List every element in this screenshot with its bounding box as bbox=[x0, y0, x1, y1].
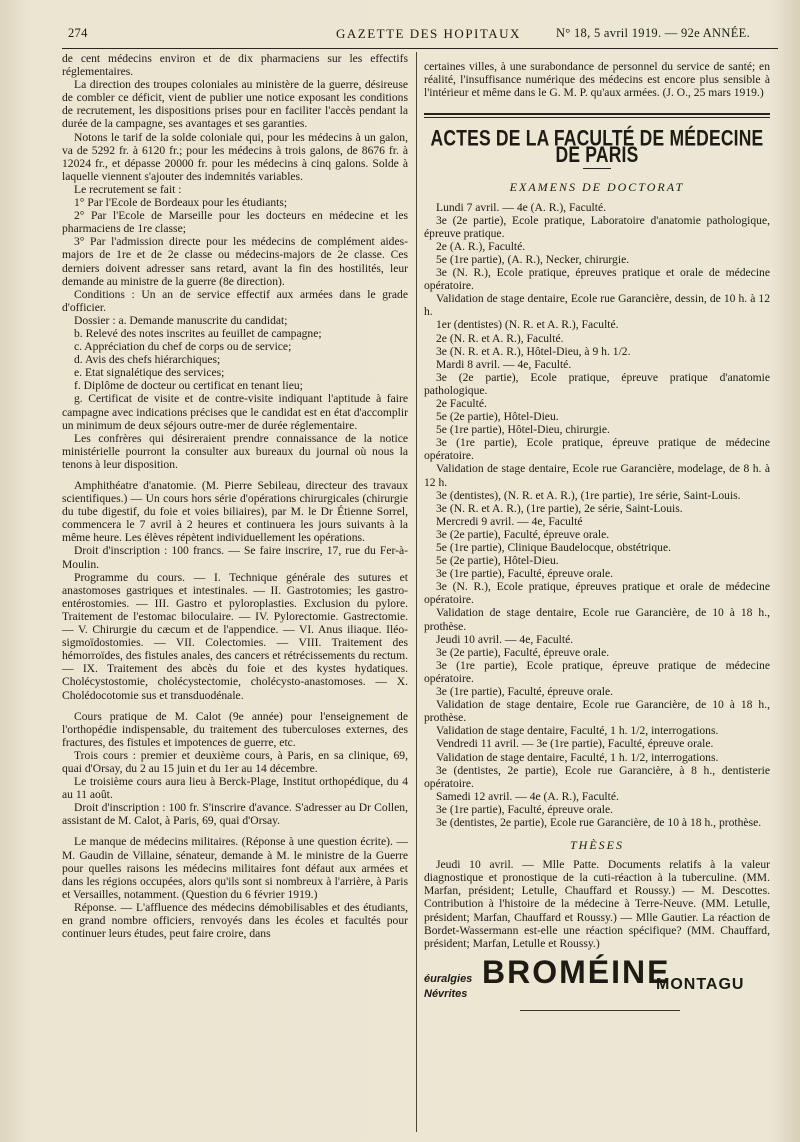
paragraph: Les confrères qui désireraient prendre connaissance de la notice ministérielle pourront la consulter aux bureaux du journal où nous la tenons à leur disposition. bbox=[62, 431, 408, 471]
exam-line: Vendredi 11 avril. — 3e (1re partie), Faculté, épreuve orale. bbox=[436, 737, 714, 751]
exam-line: 3e (1re partie), Ecole pratique, épreuve pratique de médecine opératoire. bbox=[424, 658, 770, 685]
section-rule bbox=[424, 113, 770, 118]
exam-line: 5e (1re partie), Hôtel-Dieu, chirurgie. bbox=[436, 423, 610, 437]
paragraph: certaines villes, à une surabondance de personnel du service de santé; en réalité, l'insuffisance numérique des médecins est encore plus sensible à l'intérieur et même dans le G. M. P. qu'aux armées. (J. O., 25 mars 1919.) bbox=[424, 60, 770, 100]
exam-line: 3e (2e partie), Faculté, épreuve orale. bbox=[436, 527, 610, 541]
exam-line: 3e (2e partie), Ecole pratique, Laboratoire d'anatomie pathologique, épreuve pratique. bbox=[424, 213, 770, 240]
page-header bbox=[68, 24, 780, 44]
ad-line-2: Névrites bbox=[424, 987, 468, 1000]
list-item: 2° Par l'Ecole de Marseille pour les docteurs en médecine et les pharmaciens de 1re classe; bbox=[62, 209, 408, 236]
exam-line: Mardi 8 avril. — 4e, Faculté. bbox=[436, 357, 572, 371]
exam-line: Jeudi 10 avril. — 4e, Faculté. bbox=[436, 632, 574, 646]
theses-paragraph: Jeudi 10 avril. — Mlle Patte. Documents relatifs à la valeur diagnostique et pronostique de la cuti-réaction à la tuberculine. (MM. Marfan, président; Letulle, Chauffard et Roussy.) — M. Descottes. Contribution à l'histoire de la médecine à Terre-Neuve. (MM. Letulle, président; Marfan, Chauffard et Roussy.) — Mlle Gautier. La réaction de Bordet-Wassermann est-elle une réaction spécifique? (MM. Chauffard, président; Marfan, Letulle et Roussy.) bbox=[424, 858, 770, 950]
exam-heading: EXAMENS DE DOCTORAT bbox=[509, 180, 685, 195]
header-rule bbox=[62, 48, 778, 49]
exam-line: Validation de stage dentaire, Ecole rue Garancière, de 10 à 18 h., prothèse. bbox=[424, 698, 770, 725]
advertisement bbox=[424, 953, 770, 1016]
exam-line: 3e (2e partie), Faculté, épreuve orale. bbox=[436, 645, 610, 659]
list-item: 1° Par l'Ecole de Bordeaux pour les étudiants; bbox=[74, 196, 288, 210]
journal-title: GAZETTE DES HOPITAUX bbox=[336, 26, 521, 41]
ad-line-1: éuralgies bbox=[424, 972, 473, 985]
exam-line: 3e (1re partie), Faculté, épreuve orale. bbox=[436, 567, 614, 581]
exam-line: Validation de stage dentaire, Faculté, 1 h. 1/2, interrogations. bbox=[436, 724, 719, 738]
list-item: b. Relevé des notes inscrites au feuillet de campagne; bbox=[74, 326, 322, 340]
exam-line: 5e (2e partie), Hôtel-Dieu. bbox=[436, 410, 559, 424]
exam-line: Validation de stage dentaire, Ecole rue Garancière, de 10 à 18 h., prothèse. bbox=[424, 606, 770, 633]
exam-line: 3e (N. R. et A. R.), Hôtel-Dieu, à 9 h. 1/2. bbox=[436, 344, 631, 358]
paragraph: Droit d'inscription : 100 francs. — Se faire inscrire, 17, rue du Fer-à-Moulin. bbox=[62, 544, 408, 571]
notice-medecins-militaires: Le manque de médecins militaires. (Réponse à une question écrite). — M. Gaudin de Villaine, sénateur, demande à M. le ministre de la Guerre pour quelles raisons les médecins militaires font défaut aux armées et dans les régions occupées, alors qu'ils sont si nombreux à l'arrière, à Paris et Versailles, notamment. (Question du 6 février 1919.) bbox=[62, 835, 408, 901]
exam-line: 3e (N. R.), Ecole pratique, épreuves pratique et orale de médecine opératoire. bbox=[424, 266, 770, 293]
column-divider bbox=[416, 52, 417, 1132]
list-item: d. Avis des chefs hiérarchiques; bbox=[74, 353, 221, 367]
notice-anatomie: Amphithéatre d'anatomie. (M. Pierre Sebileau, directeur des travaux scientifiques.) — Un cours hors série d'opérations chirurgicales (chirurgie du tube digestif, du foie et voies biliaires), par M. le Dr Étienne Sorrel, commencera le 7 avril à 2 heures et continuera les jours suivants à la même heure. Les élèves répètent individuellement les opérations. bbox=[62, 479, 408, 545]
issue-date: N° 18, 5 avril 1919. — 92e ANNÉE. bbox=[555, 26, 750, 40]
exam-line: 3e (N. R.), Ecole pratique, épreuves pratique et orale de médecine opératoire. bbox=[424, 580, 770, 607]
exam-line: 3e (dentistes, 2e partie), Ecole rue Garancière, à 8 h., dentisterie opératoire. bbox=[424, 763, 770, 790]
list-item: g. Certificat de visite et de contre-visite indiquant l'aptitude à faire campagne avec indications précises que le candidat est en état d'accomplir un minimum de deux séjours outre-mer de durée réglementaire. bbox=[62, 392, 408, 432]
exam-line: 1er (dentistes) (N. R. et A. R.), Faculté. bbox=[436, 318, 619, 332]
exam-line: 2e (A. R.), Faculté. bbox=[436, 239, 526, 253]
exam-line: 2e (N. R. et A. R.), Faculté. bbox=[436, 331, 564, 345]
exam-line: 5e (1re partie), Clinique Baudelocque, obstétrique. bbox=[436, 541, 672, 554]
exam-line: 5e (2e partie), Hôtel-Dieu. bbox=[436, 554, 559, 568]
list-item: Dossier : a. Demande manuscrite du candidat; bbox=[74, 313, 288, 327]
page-number: 274 bbox=[68, 26, 88, 40]
list-item: c. Appréciation du chef de corps ou de service; bbox=[74, 340, 292, 354]
left-column bbox=[62, 52, 408, 940]
exam-line: Validation de stage dentaire, Ecole rue Garancière, modelage, de 8 h. à 12 h. bbox=[424, 462, 770, 489]
ad-ornament-rule bbox=[520, 1010, 680, 1011]
paragraph: Conditions : Un an de service effectif aux armées dans le grade d'officier. bbox=[62, 287, 408, 314]
theses-heading: THÈSES bbox=[570, 838, 624, 853]
exam-line: 5e (1re partie), (A. R.), Necker, chirurgie. bbox=[436, 252, 630, 266]
exam-line: 3e (dentistes, 2e partie), Ecole rue Garancière, de 10 à 18 h., prothèse. bbox=[436, 815, 762, 829]
exam-line: 3e (1re partie), Faculté, épreuve orale. bbox=[436, 685, 614, 699]
paragraph: Le troisième cours aura lieu à Berck-Plage, Institut orthopédique, du 4 au 11 août. bbox=[62, 775, 408, 802]
exam-line: 2e Faculté. bbox=[436, 396, 487, 410]
list-item: f. Diplôme de docteur ou certificat en tenant lieu; bbox=[74, 379, 303, 393]
list-item: e. Etat signalétique des services; bbox=[74, 366, 225, 380]
exam-line: Lundi 7 avril. — 4e (A. R.), Faculté. bbox=[436, 200, 607, 214]
paragraph: Programme du cours. — I. Technique générale des sutures et anastomoses gastriques et intestinales. — II. Gastrotomies; les gastro-entérostomies. — III. Gastro et pyloroplasties. Exclusion du pylore. Traitement de l'estomac biloculaire. — IV. Pylorectomie. Gastrectomie. — V. Chirurgie du cæcum et de l'appendice. — VI. Anus iliaque. Iléo-sigmoïdostomies. — VII. Colectomies. — VIII. Traitement des hémorroïdes, des fistules anales, des cancers et rétrécissements du rectum. — IX. Traitement des abcès du foie et des kystes hydatiques. Cholécystostomie, cholécystectomie, cholécysto-anastomoses. — X. Cholédocotomie sus et transduodénale. bbox=[62, 570, 408, 702]
exam-line: Samedi 12 avril. — 4e (A. R.), Faculté. bbox=[436, 789, 619, 803]
exam-line: 3e (dentistes), (N. R. et A. R.), (1re partie), 1re série, Saint-Louis. bbox=[436, 488, 741, 502]
notice-calot: Cours pratique de M. Calot (9e année) pour l'enseignement de l'orthopédie indispensable, du traitement des tuberculoses externes, des fractures, des fistules et impotences de guerre, etc. bbox=[62, 709, 408, 749]
paragraph: Le recrutement se fait : bbox=[74, 182, 182, 196]
paragraph: de cent médecins environ et de dix pharmaciens sur les effectifs réglementaires. bbox=[62, 52, 408, 79]
exam-line: Validation de stage dentaire, Ecole rue Garancière, dessin, de 10 h. à 12 h. bbox=[424, 292, 770, 319]
ad-brand: MONTAGU bbox=[656, 975, 745, 993]
ad-product: BROMÉINE bbox=[482, 953, 671, 990]
paragraph: Trois cours : premier et deuxième cours, à Paris, en sa clinique, 69, quai d'Orsay, du 2 au 15 juin et du 1er au 14 décembre. bbox=[62, 748, 408, 775]
exam-line: 3e (1re partie), Ecole pratique, épreuve pratique de médecine opératoire. bbox=[424, 436, 770, 463]
exam-line: Validation de stage dentaire, Faculté, 1 h. 1/2, interrogations. bbox=[436, 750, 719, 764]
paragraph: Droit d'inscription : 100 fr. S'inscrire d'avance. S'adresser au Dr Collen, assistant de M. Calot, à Paris, 69, quai d'Orsay. bbox=[62, 801, 408, 828]
short-rule bbox=[583, 168, 611, 169]
ad-indications bbox=[424, 972, 472, 1002]
exam-line: Mercredi 9 avril. — 4e, Faculté bbox=[436, 514, 583, 528]
section-title: ACTES DE LA FACULTÉ DE MÉDECINE DE PARIS bbox=[430, 126, 764, 168]
paragraph: Notons le tarif de la solde coloniale qui, pour les médecins à un galon, va de 5292 fr. à 6120 fr.; pour les médecins à trois galons, de 8676 fr. à 12024 fr., et dépasse 20000 fr. pour les médecins à cinq galons. Solde à laquelle viennent s'ajouter des indemnités variables. bbox=[62, 130, 408, 183]
paragraph: Réponse. — L'affluence des médecins démobilisables et des étudiants, en grand nombre officiers, renvoyés dans les écoles et facultés pour continuer leurs études, peut faire croire, dans bbox=[62, 900, 408, 941]
right-column bbox=[424, 60, 770, 1016]
exam-line: 3e (1re partie), Faculté, épreuve orale. bbox=[436, 802, 614, 816]
exam-line: 3e (N. R. et A. R.), (1re partie), 2e série, Saint-Louis. bbox=[436, 501, 683, 515]
exam-line: 3e (2e partie), Ecole pratique, épreuve pratique d'anatomie pathologique. bbox=[424, 370, 770, 397]
list-item: 3° Par l'admission directe pour les médecins de complément aides-majors de 1re et de 2e classe ou médecins-majors de 2e classe. Ces derniers doivent adresser sans retard, avant la fin des hostilités, leur demande au ministre de la guerre (8e direction). bbox=[62, 235, 408, 288]
paragraph: La direction des troupes coloniales au ministère de la guerre, désireuse de combler ce déficit, vient de publier une notice exposant les conditions de recrutement, les dispositions prises pour en faciliter l'accès pendant la durée de la campagne, ses avantages et ses garanties. bbox=[62, 78, 408, 131]
